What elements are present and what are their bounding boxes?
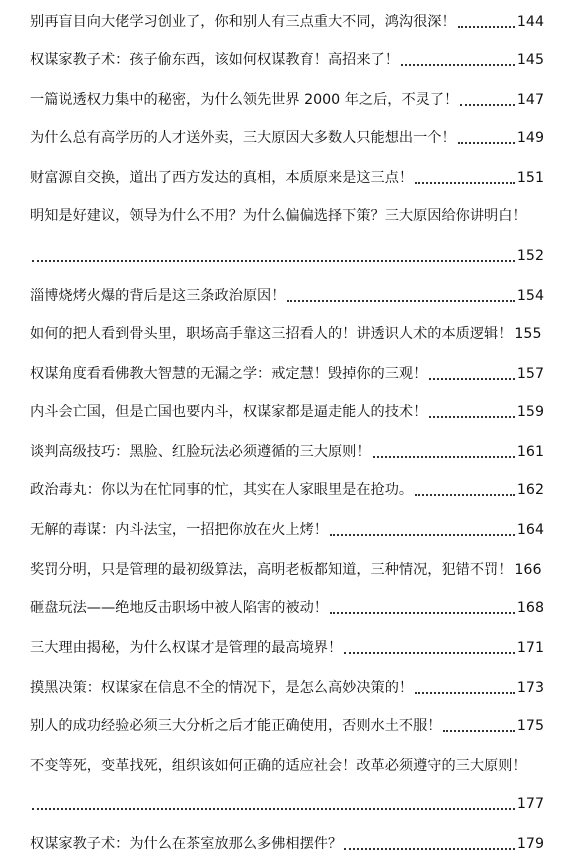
toc-entry-page: 164 [516, 522, 544, 538]
toc-entry [30, 398, 544, 422]
toc-entry-title: 权谋家教子术：孩子偷东西，该如何权谋教育！高招来了！ [30, 52, 399, 68]
toc-entry-page: 168 [516, 600, 544, 616]
toc-entry-page: 144 [516, 14, 544, 30]
toc-entry-page: 152 [516, 248, 544, 264]
toc-entry-wrapped-title [30, 752, 570, 776]
toc-entry-title: 政治毒丸：你以为在忙同事的忙，其实在人家眼里是在抢功。 [30, 482, 414, 498]
toc-entry-title: 淄博烧烤火爆的背后是这三条政治原因！ [30, 288, 286, 304]
toc-entry-title: 砸盘玩法——绝地反击职场中被人陷害的被动！ [30, 600, 328, 616]
toc-entry-page: 149 [516, 130, 544, 146]
toc-entry [30, 438, 544, 462]
toc-entry-page: 155 [514, 326, 542, 342]
toc-entry-page: 179 [516, 836, 544, 852]
toc-leader-dots [330, 598, 515, 618]
toc-entry-page: 173 [516, 680, 544, 696]
toc-entry [30, 8, 544, 32]
toc-entry-page: 166 [514, 562, 542, 578]
toc-entry-title: 权谋角度看看佛教大智慧的无漏之学：戒定慧！毁掉你的三观！ [30, 366, 428, 382]
toc-entry [30, 674, 544, 698]
toc-entry-title: 为什么总有高学历的人才送外卖，三大原因大多数人只能想出一个！ [30, 130, 456, 146]
toc-entry-title: 权谋家教子术：为什么在茶室放那么多佛相摆件？ [30, 836, 343, 852]
toc-entry [30, 124, 544, 148]
toc-leader-dots [344, 638, 515, 658]
toc-entry-title: 别人的成功经验必须三大分析之后才能正确使用，否则水土不服！ [30, 718, 442, 734]
toc-entry-title: 一篇说透权力集中的秘密，为什么领先世界 2000 年之后，不灵了！ [30, 92, 459, 108]
toc-leader-dots [458, 12, 515, 32]
toc-leader-dots [443, 716, 514, 736]
toc-entry-title: 内斗会亡国，但是亡国也要内斗，权谋家都是逼走能人的技术！ [30, 404, 428, 420]
toc-entry [30, 830, 544, 854]
toc-entry-title: 无解的毒谋：内斗法宝，一招把你放在火上烤！ [30, 522, 328, 538]
toc-leader-dots [344, 834, 515, 854]
toc-entry [30, 360, 544, 384]
toc-entry-title: 如何的把人看到骨头里，职场高手靠这三招看人的！讲透识人术的本质逻辑！ [30, 326, 513, 342]
toc-entry [30, 712, 544, 736]
toc-leader-dots [32, 794, 515, 814]
toc-entry-page: 154 [516, 288, 544, 304]
toc-entry-page: 175 [516, 718, 544, 734]
toc-leader-dots [401, 50, 515, 70]
toc-leader-dots [460, 90, 515, 110]
toc-entry [30, 282, 544, 306]
toc-entry-page: 151 [516, 170, 544, 186]
toc-entry-page: 162 [516, 482, 544, 498]
toc-entry [30, 634, 544, 658]
toc-entry-title: 不变等死，变革找死，组织该如何正确的适应社会！改革必须遵守的三大原则！ [30, 758, 527, 774]
toc-leader-dots [32, 246, 515, 266]
toc-entry [30, 86, 544, 110]
toc-entry [30, 556, 570, 580]
toc-entry-page: 171 [516, 640, 544, 656]
toc-entry-wrapped-continuation [30, 242, 544, 266]
toc-leader-dots [287, 286, 515, 306]
toc-leader-dots [330, 520, 515, 540]
toc-entry-wrapped-continuation [30, 790, 544, 814]
toc-leader-dots [458, 128, 515, 148]
toc-entry-page: 147 [516, 92, 544, 108]
toc-entry-title: 明知是好建议，领导为什么不用？为什么偏偏选择下策？三大原因给你讲明白！ [30, 208, 527, 224]
toc-leader-dots [429, 402, 515, 422]
toc-leader-dots [373, 442, 515, 462]
toc-entry-page: 157 [516, 366, 544, 382]
toc-entry-title: 摸黑决策：权谋家在信息不全的情况下，是怎么高妙决策的！ [30, 680, 414, 696]
toc-entry-wrapped-title [30, 202, 570, 226]
toc-leader-dots [415, 168, 515, 188]
toc-entry [30, 594, 544, 618]
toc-entry-page: 161 [516, 444, 544, 460]
toc-entry-page: 177 [516, 796, 544, 812]
toc-entry [30, 476, 544, 500]
toc-entry-title: 谈判高级技巧：黑脸、红脸玩法必须遵循的三大原则！ [30, 444, 371, 460]
toc-entry-title: 财富源自交换，道出了西方发达的真相，本质原来是这三点！ [30, 170, 414, 186]
toc-entry [30, 320, 570, 344]
toc-entry-page: 159 [516, 404, 544, 420]
toc-entry-page: 145 [516, 52, 544, 68]
toc-entry [30, 46, 544, 70]
toc-entry [30, 516, 544, 540]
toc-leader-dots [415, 678, 515, 698]
toc-leader-dots [415, 480, 515, 500]
toc-entry-title: 别再盲目向大佬学习创业了，你和别人有三点重大不同，鸿沟很深！ [30, 14, 456, 30]
toc-entry-title: 奖罚分明，只是管理的最初级算法，高明老板都知道，三种情况，犯错不罚！ [30, 562, 513, 578]
toc-entry-title: 三大理由揭秘，为什么权谋才是管理的最高境界！ [30, 640, 343, 656]
toc-leader-dots [429, 364, 515, 384]
toc-entry [30, 164, 544, 188]
